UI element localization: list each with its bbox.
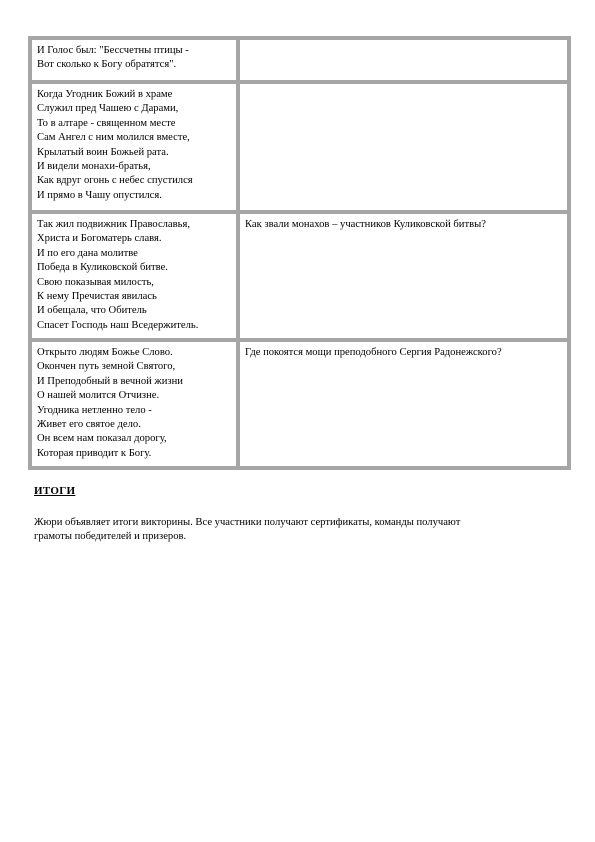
poem-line: Он всем нам показал дорогу,	[37, 433, 167, 445]
poem-line: То в алтаре - священном месте	[37, 117, 176, 129]
poem-line: И обещала, что Обитель	[37, 305, 147, 317]
poem-line: И Преподобный в вечной жизни	[37, 375, 183, 387]
results-line: Жюри объявляет итоги викторины. Все участники получают сертификаты, команды получают	[34, 517, 461, 528]
results-paragraph	[34, 516, 554, 545]
poem-line: Так жил подвижник Православья,	[37, 219, 190, 230]
question-cell: Где покоятся мощи преподобного Сергия Радонежского?	[238, 340, 569, 468]
results-heading: ИТОГИ	[34, 485, 76, 497]
poem-cell	[30, 82, 238, 212]
results-line: грамоты победителей и призеров.	[34, 531, 187, 543]
poem-cell	[30, 340, 238, 468]
quiz-table	[28, 36, 571, 470]
poem-line: Вот сколько к Богу обратятся".	[37, 59, 177, 71]
table-row	[30, 38, 569, 82]
poem-line: Когда Угодник Божий в храме	[37, 89, 173, 100]
poem-line: Спасет Господь наш Вседержитель.	[37, 319, 199, 331]
poem-line: И Голос был: "Бессчетны птицы -	[37, 45, 189, 56]
poem-line: Победа в Куликовской битве.	[37, 262, 168, 274]
poem-line: О нашей молится Отчизне.	[37, 390, 160, 402]
poem-line: Которая приводит к Богу.	[37, 447, 152, 459]
poem-cell	[30, 38, 238, 82]
poem-line: Угодника нетленно тело -	[37, 404, 152, 416]
poem-line: И по его дана молитве	[37, 247, 138, 259]
poem-line: Живет его святое дело.	[37, 419, 141, 431]
poem-line: Сам Ангел с ним молился вместе,	[37, 132, 190, 144]
poem-line: Свою показывая милость,	[37, 276, 154, 288]
question-cell	[238, 38, 569, 82]
poem-line: Крылатый воин Божьей рата.	[37, 146, 169, 158]
poem-line: Христа и Богоматерь славя.	[37, 233, 162, 245]
quiz-table-body	[30, 38, 569, 468]
table-row	[30, 82, 569, 212]
question-cell: Как звали монахов – участников Куликовской битвы?	[238, 212, 569, 340]
poem-line: Окончен путь земной Святого,	[37, 361, 176, 373]
poem-line: Как вдруг огонь с небес спустился	[37, 175, 193, 187]
poem-line: Открыто людям Божье Слово.	[37, 347, 173, 358]
table-row	[30, 340, 569, 468]
question-cell	[238, 82, 569, 212]
table-row	[30, 212, 569, 340]
poem-cell	[30, 212, 238, 340]
poem-line: И видели монахи-братья,	[37, 161, 151, 173]
poem-line: Служил пред Чашею с Дарами,	[37, 103, 179, 115]
poem-line: К нему Пречистая явилась	[37, 291, 157, 303]
poem-line: И прямо в Чашу опустился.	[37, 189, 162, 201]
